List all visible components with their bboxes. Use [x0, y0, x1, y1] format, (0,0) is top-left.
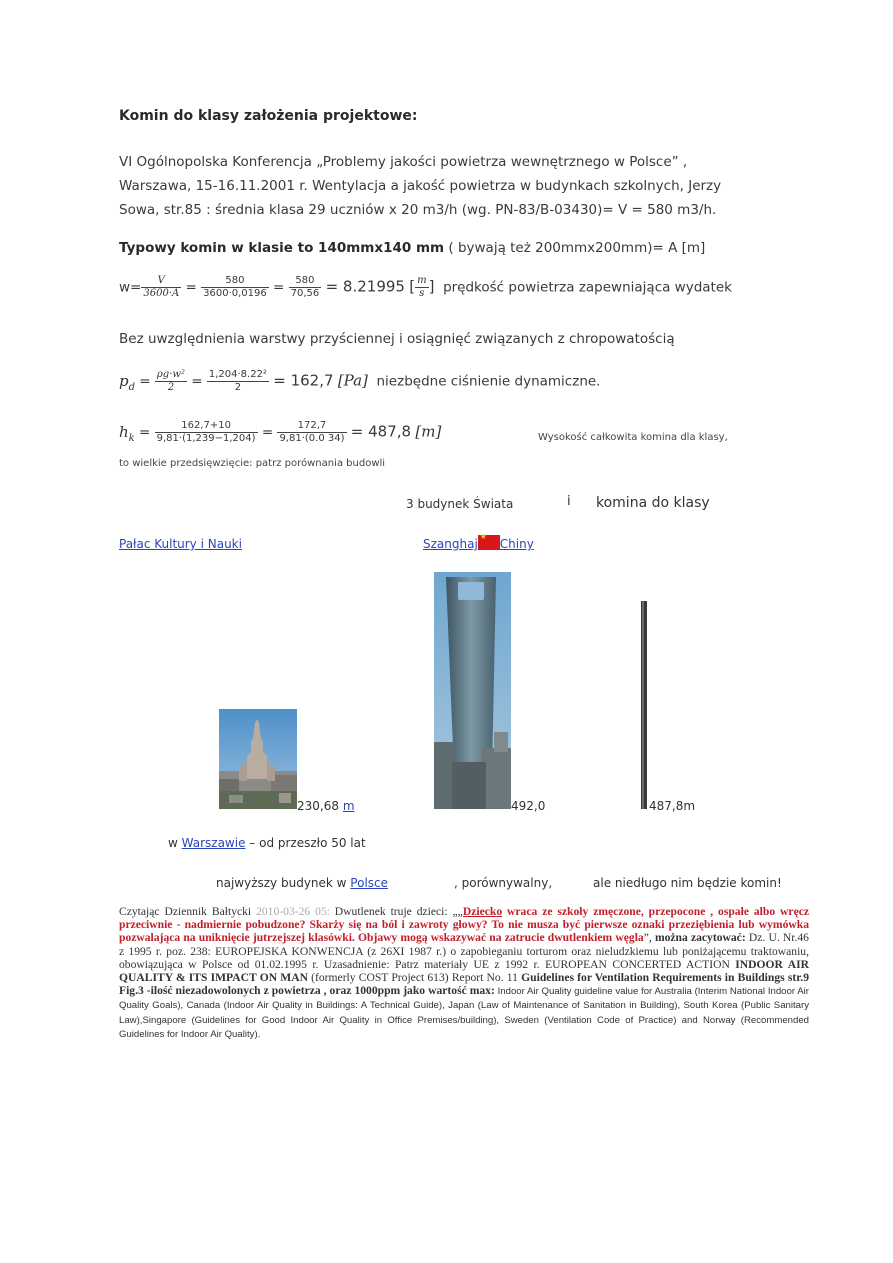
- shanghai-tower-image: [434, 572, 511, 809]
- total-height-label: Wysokość całkowita komina dla klasy,: [538, 432, 728, 443]
- eq2-lhs: $p_d$: [119, 371, 136, 393]
- compare-label-i: i: [567, 494, 571, 509]
- reference-line-3: Sowa, str.85 : średnia klasa 29 uczniów x 20 m3/h (wg. PN-83/B-03430)= V = 580 m3/h.: [119, 202, 717, 218]
- typical-chimney-line: [119, 240, 705, 256]
- eq3-fraction-1: $\frac{162,7+10}{9,81\cdot(1,239-1,204)}$: [156, 420, 256, 444]
- eq2-result: = 162,7: [273, 371, 334, 390]
- quoted-article: wraca ze szkoły zmęczone, przepocone , ospałe albo wręcz przeciwnie - nadmiernie pobudzone? Skarży się na ból i zawroty głowy? To nie musza być pierwsze oznaki przeziębienia lub wymówka pozwalająca na uniknięcie jutrzejszej klasówki. Objawy mogą wskazywać na zatrucie dwutlenkiem węgla: [119, 905, 810, 945]
- guideline-list: Indoor Air Quality guideline value for Australia (Interim National Indoor Air Quality Goals), Canada (Indoor Air Quality in Buildings: A Technical Guide), Japan (Law of Maintenance of Sanitation in Building), South Korea (Public Sanitary Law),Singapore (Guidelines for Good Indoor Air Quality in Office Premises/building), Sweden (Ventilation Code of Practice) and Norway (Recommended Guidelines for Indoor Air Quality).: [119, 986, 809, 1040]
- link-szanghaj[interactable]: Szanghaj: [423, 537, 478, 551]
- typical-chimney-bold: Typowy komin w klasie to 140mmx140 mm: [119, 240, 445, 256]
- reference-line-2: Warszawa, 15-16.11.2001 r. Wentylacja a jakość powietrza w budynkach szkolnych, Jerzy: [119, 178, 722, 194]
- eq1-lhs: w=: [119, 279, 142, 296]
- eq2-text: niezbędne ciśnienie dynamiczne.: [376, 373, 601, 390]
- eq2-unit: [Pa]: [337, 371, 368, 390]
- equation-dynamic-pressure: $p_d$ = $\frac{\text{ρg·w²}}{2}$ = $\frac{\text{1,204·8.22²}}{2}$ = 162,7 [Pa] niezbędne ciśnienie dynamiczne.: [119, 369, 601, 393]
- eq3-unit: [m]: [415, 422, 442, 441]
- without-boundary-layer: Bez uwzględnienia warstwy przyściennej i osiągnięć związanych z chropowatością: [119, 331, 675, 347]
- shanghai-china-links: [423, 535, 534, 551]
- chimney-image: [640, 601, 648, 809]
- equation-velocity: w= $\frac{V}{3600\cdot A}$ = $\frac{580}{3600\cdot 0,0196}$ = $\frac{580}{70,56}$ = 8.21995 [ $\frac{m}{s}$ ] prędkość powietrza zapewniająca wydatek: [119, 275, 732, 299]
- eq3-fraction-2: $\frac{172,7}{9,81\cdot(0.0 34)}$: [279, 420, 345, 444]
- compare-label-a: 3 budynek Świata: [406, 497, 514, 511]
- chimney-height: 487,8m: [649, 799, 696, 813]
- eq1-unit: $\frac{m}{s}$: [417, 275, 427, 299]
- eq1-fraction-2: $\frac{580}{3600\cdot 0,0196}$: [203, 275, 267, 299]
- heading: Komin do klasy założenia projektowe:: [119, 108, 418, 124]
- eq3-lhs: $h_k$: [119, 422, 135, 444]
- big-undertaking-line: to wielkie przedsięwzięcie: patrz porównania budowli: [119, 458, 386, 469]
- reference-line-1: VI Ogólnopolska Konferencja „Problemy jakości powietrza wewnętrznego w Polsce” ,: [119, 154, 688, 170]
- typical-chimney-rest: ( bywają też 200mmx200mm)= A [m]: [444, 240, 706, 256]
- comparable-text: , porównywalny,: [454, 876, 553, 890]
- palace-height-unit-link[interactable]: m: [342, 799, 355, 813]
- china-flag-icon: [478, 535, 500, 550]
- eq1-text: prędkość powietrza zapewniająca wydatek: [443, 279, 732, 296]
- equation-height: $h_k$ = $\frac{162,7+10}{9,81\cdot(1,239-1,204)}$ = $\frac{172,7}{9,81\cdot(0.0 34)}$ = 487,8 [m]: [119, 420, 442, 444]
- link-warszawie[interactable]: Warszawie: [181, 836, 246, 850]
- article-date: 2010-03-26 05:: [256, 905, 330, 918]
- eq2-fraction-2: $\frac{\text{1,204·8.22²}}{2}$: [208, 369, 267, 393]
- compare-label-b: komina do klasy: [596, 495, 710, 511]
- shanghai-height: 492,0: [511, 799, 546, 813]
- link-polsce[interactable]: Polsce: [350, 876, 389, 890]
- palace-height: 230,68 m: [297, 799, 355, 813]
- in-warsaw-line: w Warszawie – od przeszło 50 lat: [168, 836, 366, 850]
- link-dziecko[interactable]: Dziecko: [462, 905, 503, 918]
- eq1-fraction-1: $\frac{V}{3600\cdot A}$: [143, 275, 180, 299]
- palace-of-culture-image: [219, 709, 297, 809]
- eq1-fraction-3: $\frac{580}{70,56}$: [290, 275, 320, 299]
- link-palac-kultury[interactable]: Pałac Kultury i Nauki: [119, 537, 242, 551]
- eq2-fraction-1: $\frac{\text{ρg·w²}}{2}$: [156, 369, 185, 393]
- eq1-result: = 8.21995: [325, 277, 405, 296]
- soon-chimney-text: ale niedługo nim będzie komin!: [593, 876, 782, 890]
- tallest-building-line: najwyższy budynek w Polsce: [216, 876, 389, 890]
- citation-paragraph: Czytając Dziennik Bałtycki 2010-03-26 05: Dwutlenek truje dzieci: „„Dziecko wraca ze szkoły zmęczone, przepocone , ospałe albo wręcz przeciwnie - nadmiernie pobudzone? Skarży się na ból i zawroty głowy? To nie musza być pierwsze oznaki przeziębienia lub wymówka pozwalająca na uniknięcie jutrzejszej klasówki. Objawy mogą wskazywać na zatrucie dwutlenkiem węgla”, można zacytować: Dz. U. Nr.46 z 1995 r. poz. 238: EUROPEJSKA KONWENCJA (z 26XI 1987 r.) o zapobieganiu torturom oraz nieludzkiemu lub poniżającemu traktowaniu, obowiązująca w Polsce od 01.02.1995 r. Uzasadnienie: Patrz materiały UE z 1992 r. EUROPEAN CONCERTED ACTION INDOOR AIR QUALITY & ITS IMPACT ON MAN (formerly COST Project 613) Report No. 11 Guidelines for Ventilation Requirements in Buildings str.9 Fig.3 -ilość niezadowolonych z powietrza , oraz 1000ppm jako wartość max: Indoor Air Quality guideline value for Australia (Interim National Indoor Air Quality Goals), Canada (Indoor Air Quality in Buildings: A Technical Guide), Japan (Law of Maintenance of Sanitation in Building), South Korea (Public Sanitary Law),Singapore (Guidelines for Good Indoor Air Quality in Office Premises/building), Sweden (Ventilation Code of Practice) and Norway (Recommended Guidelines for Indoor Air Quality).: [119, 905, 810, 1040]
- eq3-result: = 487,8: [350, 422, 412, 441]
- link-chiny[interactable]: Chiny: [499, 537, 534, 551]
